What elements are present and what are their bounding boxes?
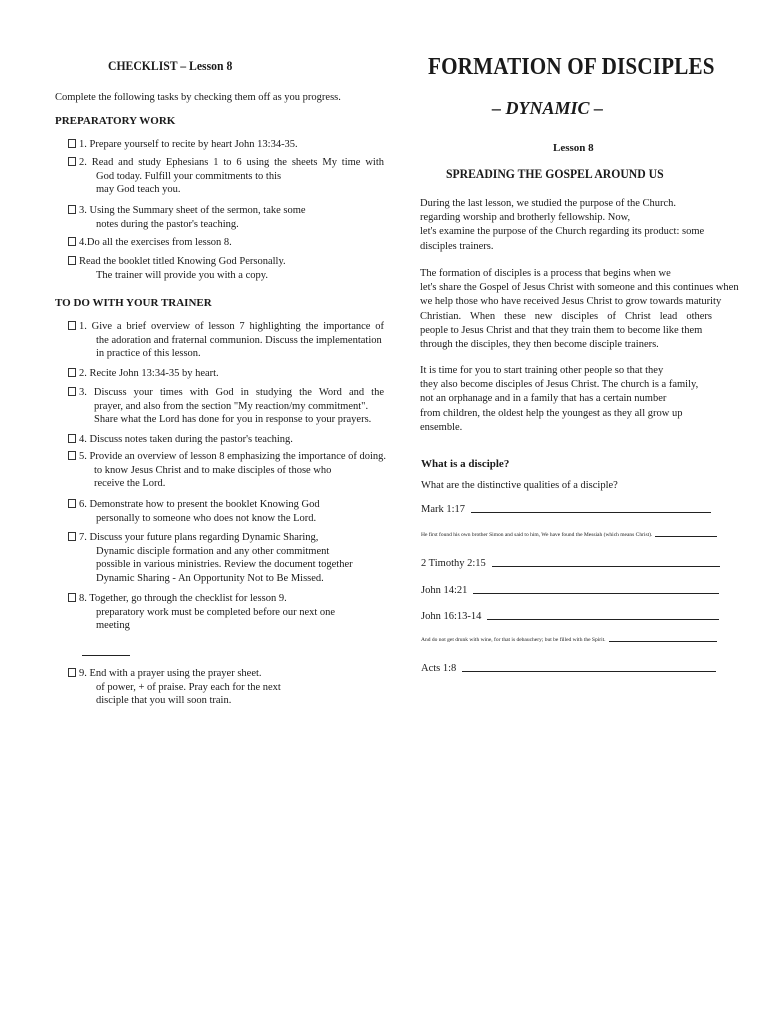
ref-mark: Mark 1:17 [421,504,711,515]
prep-item-1[interactable]: 1. Prepare yourself to recite by heart John 13:34-35. [68,138,384,152]
answer-line[interactable] [471,511,711,513]
trainer-item-1[interactable]: 1. Give a brief overview of lesson 7 highlighting the importance of the adoration and fraternal communion. Discuss the implementation in practice of this lesson. [68,320,384,361]
lesson-label: Lesson 8 [553,142,594,154]
checkbox-icon[interactable] [68,321,76,330]
trainer-item-5[interactable]: 5. Provide an overview of lesson 8 emphasizing the importance of doing. to know Jesus Christ and to make disciples of those who receive the Lord. [68,450,384,491]
checkbox-icon[interactable] [68,434,76,443]
trainer-item-4[interactable]: 4. Discuss notes taken during the pastor's teaching. [68,433,384,447]
trainer-heading: TO DO WITH YOUR TRAINER [55,297,212,309]
answer-line[interactable] [473,592,719,594]
trainer-item-3[interactable]: 3. Discuss your times with God in studying the Word and the prayer, and also from the section "My reaction/my commitment". Share what the Lord has done for you in response to your prayers. [68,386,384,427]
checkbox-icon[interactable] [68,157,76,166]
paragraph-2: The formation of disciples is a process that begins when we let's share the Gospel of Jesus Christ with someone and this continues when we help those who have received Jesus Christ to grow towards maturity Christian. When these new disciples of Christ lead others people to Jesus Christ and that they train them to become like them through the disciples, they then become disciple trainers. [420,268,739,351]
divider-line [82,655,130,656]
prep-item-4[interactable]: 4.Do all the exercises from lesson 8. [68,236,384,250]
checkbox-icon[interactable] [68,237,76,246]
checkbox-icon[interactable] [68,387,76,396]
checklist-title: CHECKLIST – Lesson 8 [108,58,233,73]
main-title: FORMATION OF DISCIPLES [428,54,715,80]
checkbox-icon[interactable] [68,451,76,460]
trainer-item-2[interactable]: 2. Recite John 13:34-35 by heart. [68,367,384,381]
trainer-item-8[interactable]: 8. Together, go through the checklist for lesson 9. preparatory work must be completed before our next one meeting [68,592,384,633]
ref-acts: Acts 1:8 [421,663,716,674]
ref-tiny-1: He first found his own brother Simon and said to him, We have found the Messiah (which means Christ). [421,532,717,538]
checkbox-icon[interactable] [68,532,76,541]
checkbox-icon[interactable] [68,368,76,377]
checkbox-icon[interactable] [68,139,76,148]
checkbox-icon[interactable] [68,499,76,508]
checkbox-icon[interactable] [68,668,76,677]
prep-item-5[interactable]: Read the booklet titled Knowing God Personally. The trainer will provide you with a copy. [68,255,384,282]
answer-line[interactable] [462,670,716,672]
question-heading: What is a disciple? [421,458,510,470]
checkbox-icon[interactable] [68,593,76,602]
prep-item-2[interactable]: 2. Read and study Ephesians 1 to 6 using the sheets My time with God today. Fulfill your commitments to this may God teach you. [68,156,384,197]
ref-john-16: John 16:13-14 [421,611,719,622]
answer-line[interactable] [492,565,720,567]
ref-timothy: 2 Timothy 2:15 [421,558,720,569]
preparatory-heading: PREPARATORY WORK [55,115,176,127]
question-sub: What are the distinctive qualities of a disciple? [421,480,618,491]
prep-item-3[interactable]: 3. Using the Summary sheet of the sermon, take some notes during the pastor's teaching. [68,204,384,231]
checklist-intro: Complete the following tasks by checking them off as you progress. [55,92,341,103]
trainer-item-7[interactable]: 7. Discuss your future plans regarding Dynamic Sharing, Dynamic disciple formation and any other commitment possible in various ministries. Review the document together Dynamic Sharing - An Opportunity Not to Be Missed. [68,531,384,585]
paragraph-1: During the last lesson, we studied the purpose of the Church. regarding worship and brotherly fellowship. Now, let's examine the purpose of the Church regarding its product: some disciples trainers. [420,198,705,252]
ref-john-14: John 14:21 [421,585,719,596]
checkbox-icon[interactable] [68,205,76,214]
trainer-item-9[interactable]: 9. End with a prayer using the prayer sheet. of power, + of praise. Pray each for the next disciple that you will soon train. [68,667,384,708]
dynamic-subtitle: – DYNAMIC – [492,98,604,118]
ref-tiny-2: And do not get drunk with wine, for that is debauchery; but be filled with the Spirit. [421,637,717,643]
paragraph-3: It is time for you to start training other people so that they they also become disciples of Jesus Christ. The church is a family, not an orphanage and in a family that has a certain number from children, the oldest help the youngest as they all grow up ensemble. [420,365,699,433]
trainer-item-6[interactable]: 6. Demonstrate how to present the booklet Knowing God personally to someone who does not know the Lord. [68,498,384,525]
lesson-heading: SPREADING THE GOSPEL AROUND US [446,166,664,181]
answer-line[interactable] [487,618,719,620]
answer-line[interactable] [655,536,717,537]
checkbox-icon[interactable] [68,256,76,265]
answer-line[interactable] [609,641,717,642]
